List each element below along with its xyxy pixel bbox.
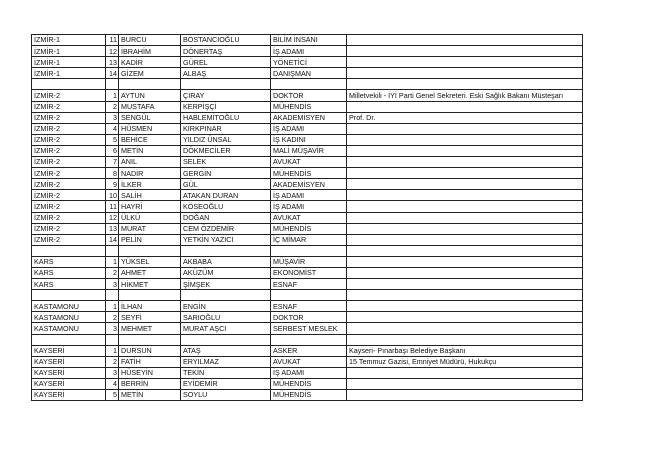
last-name-cell: EYİDEMİR bbox=[181, 378, 271, 389]
rank-cell: 1 bbox=[106, 301, 119, 312]
rank-cell: 11 bbox=[106, 201, 119, 212]
last-name-cell: CEM ÖZDEMİR bbox=[181, 223, 271, 234]
first-name-cell: İLKER bbox=[119, 179, 181, 190]
rank-cell: 11 bbox=[106, 35, 119, 46]
city-cell: İZMİR-2 bbox=[32, 190, 106, 201]
city-cell: İZMİR-2 bbox=[32, 168, 106, 179]
empty-cell bbox=[181, 245, 271, 256]
empty-cell bbox=[32, 79, 106, 90]
empty-cell bbox=[347, 334, 583, 345]
rank-cell: 14 bbox=[106, 234, 119, 245]
table-row bbox=[32, 101, 583, 112]
candidate-table bbox=[31, 34, 583, 401]
city-cell: KASTAMONU bbox=[32, 323, 106, 334]
city-cell: KARS bbox=[32, 279, 106, 290]
note-cell bbox=[347, 157, 583, 168]
profession-cell: AVUKAT bbox=[271, 356, 347, 367]
first-name-cell: SENGÜL bbox=[119, 112, 181, 123]
profession-cell: DANIŞMAN bbox=[271, 68, 347, 79]
last-name-cell: DOĞAN bbox=[181, 212, 271, 223]
profession-cell: YÖNETİCİ bbox=[271, 57, 347, 68]
profession-cell: AVUKAT bbox=[271, 212, 347, 223]
note-cell bbox=[347, 234, 583, 245]
rank-cell: 9 bbox=[106, 179, 119, 190]
city-cell: İZMİR-2 bbox=[32, 145, 106, 156]
empty-cell bbox=[271, 334, 347, 345]
city-cell: İZMİR-1 bbox=[32, 57, 106, 68]
blank-row bbox=[32, 334, 583, 345]
first-name-cell: AHMET bbox=[119, 267, 181, 278]
profession-cell: ASKER bbox=[271, 345, 347, 356]
city-cell: İZMİR-2 bbox=[32, 179, 106, 190]
profession-cell: MÜHENDİS bbox=[271, 390, 347, 401]
profession-cell: İŞ KADINI bbox=[271, 134, 347, 145]
candidate-table-body bbox=[32, 35, 583, 401]
last-name-cell: HABLEMİTOĞLU bbox=[181, 112, 271, 123]
empty-cell bbox=[347, 245, 583, 256]
profession-cell: DOKTOR bbox=[271, 312, 347, 323]
profession-cell: SERBEST MESLEK bbox=[271, 323, 347, 334]
blank-row bbox=[32, 79, 583, 90]
table-row bbox=[32, 223, 583, 234]
city-cell: KAYSERİ bbox=[32, 367, 106, 378]
city-cell: İZMİR-2 bbox=[32, 134, 106, 145]
profession-cell: İŞ ADAMI bbox=[271, 367, 347, 378]
last-name-cell: GERGİN bbox=[181, 168, 271, 179]
last-name-cell: SARIOĞLU bbox=[181, 312, 271, 323]
note-cell bbox=[347, 367, 583, 378]
note-cell bbox=[347, 312, 583, 323]
rank-cell: 1 bbox=[106, 256, 119, 267]
first-name-cell: MUSTAFA bbox=[119, 101, 181, 112]
table-row bbox=[32, 179, 583, 190]
table-row bbox=[32, 301, 583, 312]
empty-cell bbox=[271, 245, 347, 256]
note-cell bbox=[347, 390, 583, 401]
rank-cell: 3 bbox=[106, 323, 119, 334]
city-cell: İZMİR-2 bbox=[32, 112, 106, 123]
last-name-cell: GÜREL bbox=[181, 57, 271, 68]
first-name-cell: MURAT bbox=[119, 223, 181, 234]
rank-cell: 7 bbox=[106, 157, 119, 168]
first-name-cell: YÜKSEL bbox=[119, 256, 181, 267]
rank-cell: 3 bbox=[106, 112, 119, 123]
rank-cell: 14 bbox=[106, 68, 119, 79]
empty-cell bbox=[119, 290, 181, 301]
table-row bbox=[32, 46, 583, 57]
first-name-cell: HİKMET bbox=[119, 279, 181, 290]
last-name-cell: AKÜZÜM bbox=[181, 267, 271, 278]
last-name-cell: MURAT AŞCI bbox=[181, 323, 271, 334]
empty-cell bbox=[347, 79, 583, 90]
blank-row bbox=[32, 290, 583, 301]
empty-cell bbox=[271, 290, 347, 301]
rank-cell: 3 bbox=[106, 367, 119, 378]
note-cell bbox=[347, 256, 583, 267]
empty-cell bbox=[106, 290, 119, 301]
first-name-cell: İBRAHİM bbox=[119, 46, 181, 57]
city-cell: İZMİR-2 bbox=[32, 101, 106, 112]
note-cell bbox=[347, 35, 583, 46]
first-name-cell: AYTUN bbox=[119, 90, 181, 101]
rank-cell: 13 bbox=[106, 223, 119, 234]
note-cell bbox=[347, 179, 583, 190]
empty-cell bbox=[119, 334, 181, 345]
city-cell: KAYSERİ bbox=[32, 356, 106, 367]
empty-cell bbox=[181, 290, 271, 301]
table-row bbox=[32, 123, 583, 134]
note-cell bbox=[347, 134, 583, 145]
city-cell: KARS bbox=[32, 256, 106, 267]
profession-cell: AKADEMİSYEN bbox=[271, 179, 347, 190]
rank-cell: 5 bbox=[106, 390, 119, 401]
profession-cell: DOKTOR bbox=[271, 90, 347, 101]
table-row bbox=[32, 312, 583, 323]
profession-cell: İÇ MİMAR bbox=[271, 234, 347, 245]
empty-cell bbox=[271, 79, 347, 90]
profession-cell: MÜHENDİS bbox=[271, 223, 347, 234]
last-name-cell: ATAKAN DURAN bbox=[181, 190, 271, 201]
table-row bbox=[32, 201, 583, 212]
first-name-cell: DURSUN bbox=[119, 345, 181, 356]
last-name-cell: AKBABA bbox=[181, 256, 271, 267]
note-cell bbox=[347, 101, 583, 112]
last-name-cell: DÖKMECİLER bbox=[181, 145, 271, 156]
note-cell bbox=[347, 223, 583, 234]
note-cell bbox=[347, 168, 583, 179]
city-cell: İZMİR-2 bbox=[32, 223, 106, 234]
city-cell: KARS bbox=[32, 267, 106, 278]
last-name-cell: ERYILMAZ bbox=[181, 356, 271, 367]
profession-cell: MÜŞAVİR bbox=[271, 256, 347, 267]
city-cell: İZMİR-2 bbox=[32, 90, 106, 101]
first-name-cell: ÜLKÜ bbox=[119, 212, 181, 223]
first-name-cell: HÜSMEN bbox=[119, 123, 181, 134]
empty-cell bbox=[106, 334, 119, 345]
note-cell: 15 Temmuz Gazisi, Emniyet Müdürü, Hukukçu bbox=[347, 356, 583, 367]
city-cell: İZMİR-1 bbox=[32, 35, 106, 46]
first-name-cell: SEYFİ bbox=[119, 312, 181, 323]
first-name-cell: SALİH bbox=[119, 190, 181, 201]
note-cell: Kayseri- Pınarbaşı Belediye Başkanı bbox=[347, 345, 583, 356]
empty-cell bbox=[181, 79, 271, 90]
table-row bbox=[32, 367, 583, 378]
city-cell: İZMİR-2 bbox=[32, 212, 106, 223]
note-cell bbox=[347, 378, 583, 389]
profession-cell: BİLİM İNSANI bbox=[271, 35, 347, 46]
empty-cell bbox=[347, 290, 583, 301]
rank-cell: 8 bbox=[106, 168, 119, 179]
blank-row bbox=[32, 245, 583, 256]
first-name-cell: BURCU bbox=[119, 35, 181, 46]
first-name-cell: METİN bbox=[119, 145, 181, 156]
note-cell bbox=[347, 323, 583, 334]
last-name-cell: SELEK bbox=[181, 157, 271, 168]
empty-cell bbox=[119, 79, 181, 90]
first-name-cell: İLHAN bbox=[119, 301, 181, 312]
last-name-cell: ŞİMŞEK bbox=[181, 279, 271, 290]
note-cell bbox=[347, 57, 583, 68]
first-name-cell: METİN bbox=[119, 390, 181, 401]
note-cell bbox=[347, 145, 583, 156]
city-cell: İZMİR-2 bbox=[32, 157, 106, 168]
table-row bbox=[32, 234, 583, 245]
city-cell: KASTAMONU bbox=[32, 301, 106, 312]
rank-cell: 5 bbox=[106, 134, 119, 145]
note-cell bbox=[347, 46, 583, 57]
city-cell: İZMİR-2 bbox=[32, 123, 106, 134]
rank-cell: 2 bbox=[106, 312, 119, 323]
city-cell: KAYSERİ bbox=[32, 345, 106, 356]
rank-cell: 1 bbox=[106, 90, 119, 101]
profession-cell: EKONOMİST bbox=[271, 267, 347, 278]
last-name-cell: SOYLU bbox=[181, 390, 271, 401]
rank-cell: 1 bbox=[106, 345, 119, 356]
table-row bbox=[32, 390, 583, 401]
rank-cell: 12 bbox=[106, 46, 119, 57]
rank-cell: 10 bbox=[106, 190, 119, 201]
table-row bbox=[32, 57, 583, 68]
profession-cell: AKADEMİSYEN bbox=[271, 112, 347, 123]
table-row bbox=[32, 323, 583, 334]
note-cell: Prof. Dr. bbox=[347, 112, 583, 123]
note-cell bbox=[347, 190, 583, 201]
table-row bbox=[32, 378, 583, 389]
rank-cell: 12 bbox=[106, 212, 119, 223]
note-cell bbox=[347, 279, 583, 290]
last-name-cell: YILDIZ ÜNSAL bbox=[181, 134, 271, 145]
table-row bbox=[32, 168, 583, 179]
empty-cell bbox=[32, 290, 106, 301]
table-row bbox=[32, 356, 583, 367]
last-name-cell: ALBAŞ bbox=[181, 68, 271, 79]
first-name-cell: MEHMET bbox=[119, 323, 181, 334]
last-name-cell: GÜL bbox=[181, 179, 271, 190]
profession-cell: ESNAF bbox=[271, 301, 347, 312]
city-cell: İZMİR-1 bbox=[32, 46, 106, 57]
last-name-cell: ATAŞ bbox=[181, 345, 271, 356]
table-row bbox=[32, 134, 583, 145]
table-row bbox=[32, 279, 583, 290]
rank-cell: 2 bbox=[106, 356, 119, 367]
first-name-cell: KADİR bbox=[119, 57, 181, 68]
table-row bbox=[32, 345, 583, 356]
city-cell: İZMİR-2 bbox=[32, 234, 106, 245]
city-cell: KAYSERİ bbox=[32, 378, 106, 389]
note-cell bbox=[347, 201, 583, 212]
city-cell: İZMİR-1 bbox=[32, 68, 106, 79]
first-name-cell: FATİH bbox=[119, 356, 181, 367]
note-cell: Milletvekili - İYİ Parti Genel Sekreteri. Eski Sağlık Bakanı Müsteşarı bbox=[347, 90, 583, 101]
table-row bbox=[32, 212, 583, 223]
profession-cell: ESNAF bbox=[271, 279, 347, 290]
profession-cell: MÜHENDİS bbox=[271, 378, 347, 389]
last-name-cell: ÇIRAY bbox=[181, 90, 271, 101]
profession-cell: İŞ ADAMI bbox=[271, 201, 347, 212]
empty-cell bbox=[106, 245, 119, 256]
first-name-cell: BEHİCE bbox=[119, 134, 181, 145]
last-name-cell: DÖNERTAŞ bbox=[181, 46, 271, 57]
last-name-cell: KIRKPINAR bbox=[181, 123, 271, 134]
table-row bbox=[32, 90, 583, 101]
table-row bbox=[32, 68, 583, 79]
last-name-cell: TEKİN bbox=[181, 367, 271, 378]
empty-cell bbox=[32, 245, 106, 256]
table-row bbox=[32, 256, 583, 267]
first-name-cell: HAYRİ bbox=[119, 201, 181, 212]
empty-cell bbox=[106, 79, 119, 90]
rank-cell: 4 bbox=[106, 378, 119, 389]
empty-cell bbox=[32, 334, 106, 345]
first-name-cell: NADİR bbox=[119, 168, 181, 179]
last-name-cell: YETKİN YAZICI bbox=[181, 234, 271, 245]
table-row bbox=[32, 190, 583, 201]
empty-cell bbox=[181, 334, 271, 345]
first-name-cell: GİZEM bbox=[119, 68, 181, 79]
table-row bbox=[32, 112, 583, 123]
profession-cell: AVUKAT bbox=[271, 157, 347, 168]
rank-cell: 4 bbox=[106, 123, 119, 134]
note-cell bbox=[347, 68, 583, 79]
city-cell: KASTAMONU bbox=[32, 312, 106, 323]
profession-cell: İŞ ADAMI bbox=[271, 123, 347, 134]
profession-cell: MÜHENDİS bbox=[271, 101, 347, 112]
rank-cell: 2 bbox=[106, 267, 119, 278]
first-name-cell: HÜSEYİN bbox=[119, 367, 181, 378]
table-row bbox=[32, 157, 583, 168]
note-cell bbox=[347, 267, 583, 278]
table-row bbox=[32, 267, 583, 278]
city-cell: İZMİR-2 bbox=[32, 201, 106, 212]
profession-cell: İŞ ADAMI bbox=[271, 190, 347, 201]
rank-cell: 13 bbox=[106, 57, 119, 68]
profession-cell: İŞ ADAMI bbox=[271, 46, 347, 57]
empty-cell bbox=[119, 245, 181, 256]
first-name-cell: PELİN bbox=[119, 234, 181, 245]
table-row bbox=[32, 35, 583, 46]
last-name-cell: ENGİN bbox=[181, 301, 271, 312]
first-name-cell: ANIL bbox=[119, 157, 181, 168]
table-row bbox=[32, 145, 583, 156]
rank-cell: 3 bbox=[106, 279, 119, 290]
note-cell bbox=[347, 123, 583, 134]
profession-cell: MALİ MÜŞAVİR bbox=[271, 145, 347, 156]
first-name-cell: BERRİN bbox=[119, 378, 181, 389]
city-cell: KAYSERİ bbox=[32, 390, 106, 401]
last-name-cell: KÖSEOĞLU bbox=[181, 201, 271, 212]
last-name-cell: BOSTANCIOĞLU bbox=[181, 35, 271, 46]
last-name-cell: KERPİŞÇİ bbox=[181, 101, 271, 112]
rank-cell: 2 bbox=[106, 101, 119, 112]
note-cell bbox=[347, 301, 583, 312]
rank-cell: 6 bbox=[106, 145, 119, 156]
profession-cell: MÜHENDİS bbox=[271, 168, 347, 179]
note-cell bbox=[347, 212, 583, 223]
